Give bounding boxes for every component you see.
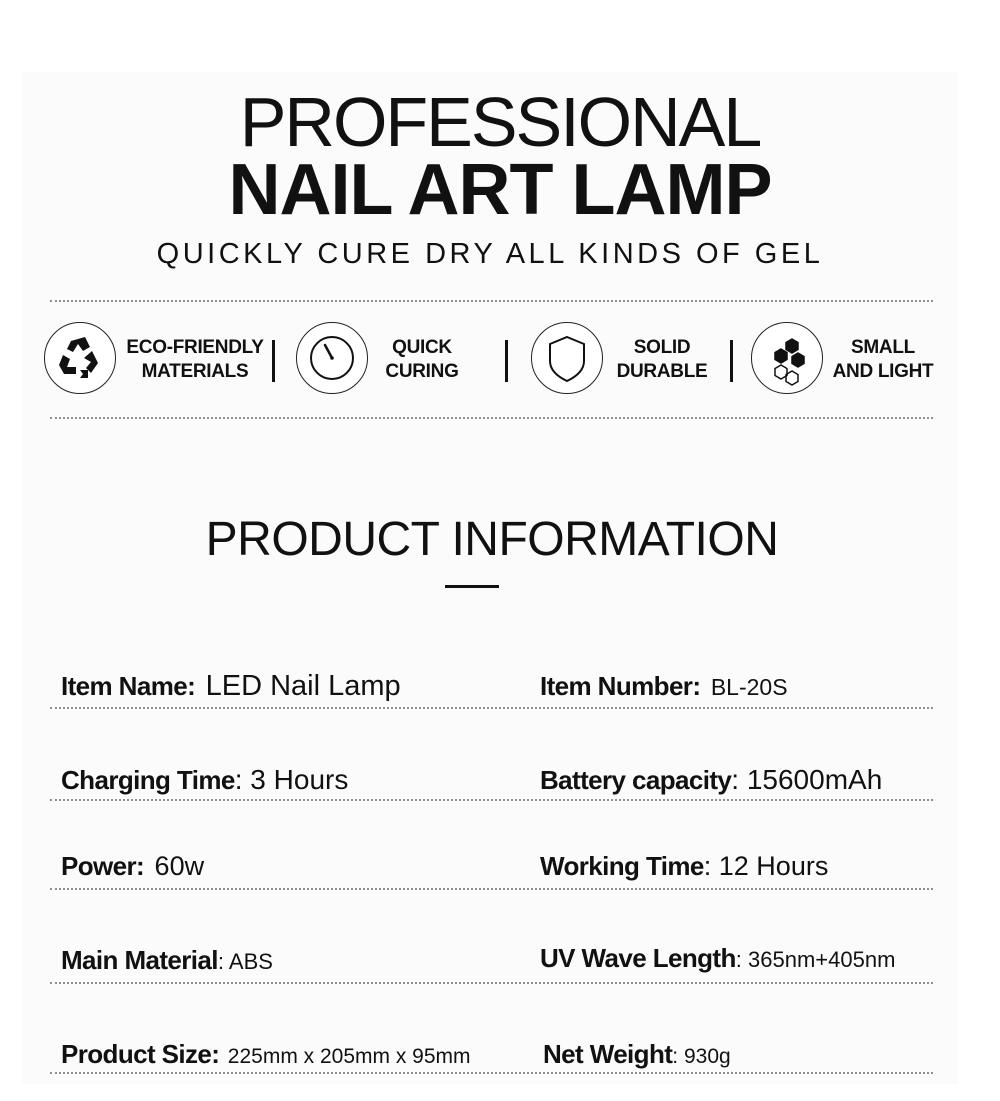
feature-label-line2: MATERIALS [141,361,249,382]
feature-label-line1: SMALL [851,337,915,358]
spec-key: Item Number: [540,671,701,701]
feature-label-line2: AND LIGHT [832,361,934,382]
spec-uv-wave-length [540,942,895,979]
stopwatch-icon [296,322,368,394]
spec-value: : 12 Hours [703,851,829,881]
spec-value: : 3 Hours [234,764,349,795]
spec-value: 225mm x 205mm x 95mm [227,1045,471,1068]
hexagons-icon [751,322,823,394]
recycle-icon [44,322,116,394]
title-line2: NAIL ART LAMP [228,150,772,230]
feature-separator [505,340,508,382]
divider-bottom [50,417,933,419]
spec-key: UV Wave Length [540,943,736,973]
spec-key: Charging Time [61,765,235,795]
feature-quick-curing [296,320,496,400]
spec-key: Working Time [540,851,704,881]
feature-label-line1: ECO-FRIENDLY [126,337,264,358]
spec-key: Net Weight [543,1039,673,1069]
title-line1: PROFESSIONAL [239,83,761,161]
feature-label-line1: QUICK [392,337,452,358]
feature-solid-durable [531,320,731,400]
feature-label-line2: DURABLE [616,361,708,382]
feature-eco-friendly [44,320,269,400]
spec-working-time [540,850,828,887]
spec-main-material [61,944,273,981]
spec-power [61,850,204,887]
spec-key: Battery capacity [540,765,732,795]
spec-value: BL-20S [710,674,788,700]
spec-net-weight [543,1038,731,1075]
spec-product-size [61,1038,471,1075]
spec-value: : ABS [217,949,273,974]
title-underline [445,585,499,588]
spec-value: LED Nail Lamp [205,670,401,702]
feature-separator [730,340,733,382]
spec-key: Power: [61,851,145,881]
spec-key: Product Size: [61,1039,220,1069]
shield-icon [531,322,603,394]
subtitle: QUICKLY CURE DRY ALL KINDS OF GEL [156,238,824,270]
feature-small-light [751,320,951,400]
row-divider [50,1072,933,1074]
spec-charging-time [61,764,348,801]
row-divider [50,888,933,890]
row-divider [50,707,933,709]
spec-item-number [540,670,788,707]
spec-key: Main Material [61,945,218,975]
spec-item-name [61,670,401,707]
product-information-title: PRODUCT INFORMATION [205,513,779,566]
spec-value: 60w [154,851,205,881]
feature-label-line2: CURING [385,361,459,382]
spec-value: : 15600mAh [731,764,883,795]
feature-separator [272,340,275,382]
feature-label-line1: SOLID [633,337,691,358]
spec-battery-capacity [540,764,882,801]
spec-value: : 930g [672,1045,731,1068]
spec-key: Item Name: [61,671,196,701]
spec-value: : 365nm+405nm [735,947,896,972]
row-divider [50,799,933,801]
row-divider [50,982,933,984]
divider-top [50,300,933,302]
